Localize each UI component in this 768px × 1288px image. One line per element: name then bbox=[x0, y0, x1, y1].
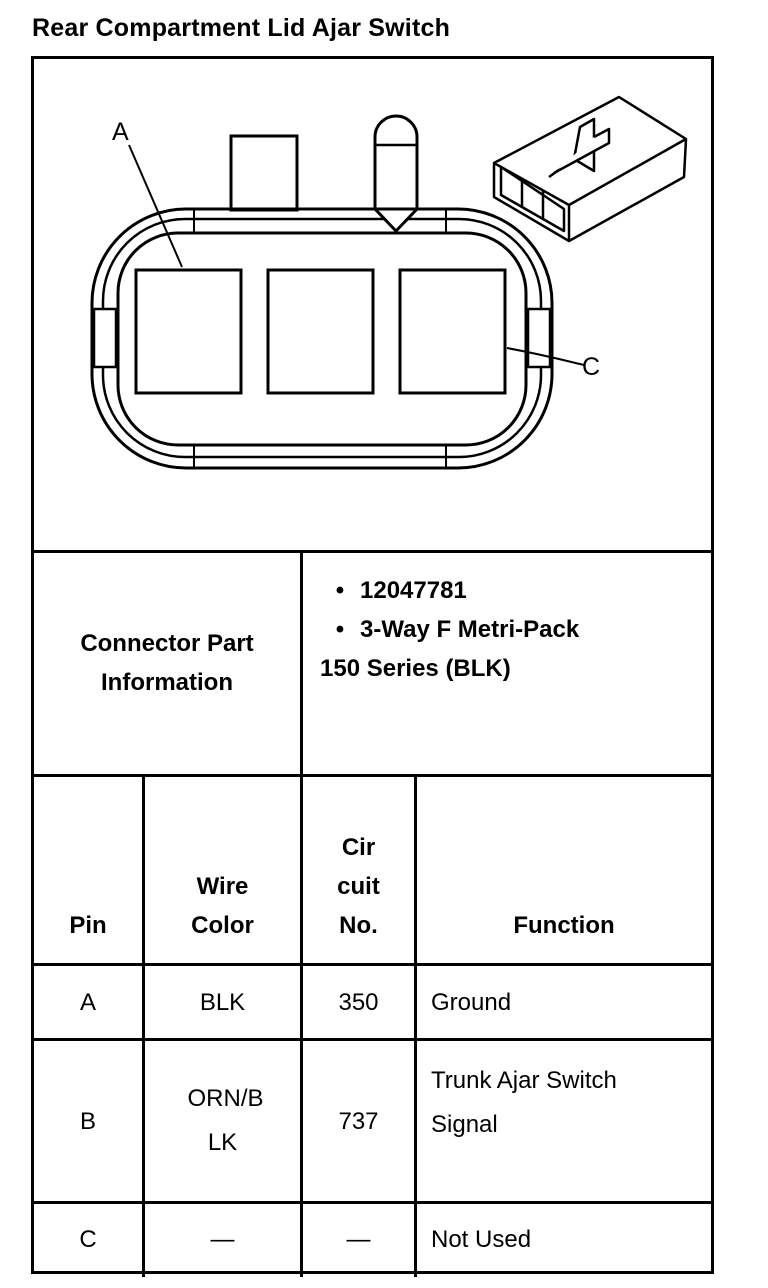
row-a-function: Ground bbox=[431, 988, 512, 1016]
connector-3d-icon bbox=[494, 97, 686, 241]
row-c-wire-color: — bbox=[210, 1225, 235, 1253]
row-b-function: Trunk Ajar Switch Signal bbox=[431, 1067, 617, 1138]
part-number-item: • 12047781 bbox=[335, 577, 467, 604]
connector-part-info bbox=[320, 571, 579, 649]
row-c-circuit: — bbox=[346, 1225, 371, 1253]
connector-series: 150 Series (BLK) bbox=[320, 655, 511, 682]
row-b-wire-color: ORN/B LK bbox=[187, 1085, 264, 1156]
row-a-circuit: 350 bbox=[338, 988, 379, 1016]
row-b-circuit: 737 bbox=[338, 1107, 379, 1135]
connector-table bbox=[31, 56, 714, 1274]
header-circuit: Cir cuit No. bbox=[337, 834, 380, 939]
header-function: Function bbox=[513, 912, 615, 939]
row-a-pin: A bbox=[79, 988, 96, 1016]
connector-type-item: • 3-Way F Metri-Pack bbox=[335, 616, 580, 643]
header-pin: Pin bbox=[69, 912, 107, 939]
pin-a-label: A bbox=[112, 118, 129, 146]
header-wire-color: Wire Color bbox=[191, 873, 254, 939]
row-b-pin: B bbox=[79, 1107, 96, 1135]
connector-diagram bbox=[34, 59, 711, 552]
connector-part-info-label: Connector Part Information bbox=[80, 630, 254, 696]
row-c-pin: C bbox=[79, 1225, 97, 1253]
row-c-function: Not Used bbox=[431, 1225, 532, 1253]
page-title: Rear Compartment Lid Ajar Switch bbox=[32, 14, 451, 42]
pin-c-label: C bbox=[582, 353, 601, 381]
row-a-wire-color: BLK bbox=[199, 988, 246, 1016]
divider bbox=[300, 552, 303, 774]
